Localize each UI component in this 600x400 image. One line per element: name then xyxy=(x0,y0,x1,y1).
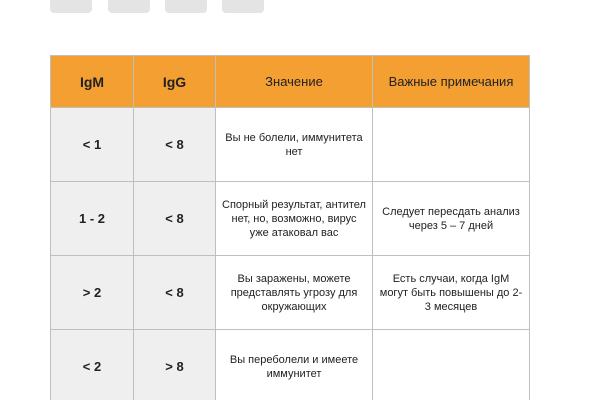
igg-value: > 8 xyxy=(134,330,216,400)
note-cell: Есть случаи, когда IgM могут быть повышены до 2-3 месяцев xyxy=(373,256,530,330)
igg-value: < 8 xyxy=(134,182,216,256)
igm-value: < 2 xyxy=(51,330,134,400)
meaning-cell: Вы переболели и имеете иммунитет xyxy=(216,330,373,400)
meaning-cell: Спорный результат, антител нет, но, возможно, вирус уже атаковал вас xyxy=(216,182,373,256)
header-notes: Важные примечания xyxy=(373,56,530,108)
tab-stub[interactable] xyxy=(165,0,207,13)
header-meaning: Значение xyxy=(216,56,373,108)
header-igm: IgM xyxy=(51,56,134,108)
top-tabs xyxy=(50,0,266,13)
tab-stub[interactable] xyxy=(50,0,92,13)
note-cell xyxy=(373,330,530,400)
igg-value: < 8 xyxy=(134,256,216,330)
igm-value: > 2 xyxy=(51,256,134,330)
meaning-cell: Вы не болели, иммунитета нет xyxy=(216,108,373,182)
tab-stub[interactable] xyxy=(108,0,150,13)
meaning-cell: Вы заражены, можете представлять угрозу для окружающих xyxy=(216,256,373,330)
note-cell: Следует пересдать анализ через 5 – 7 дней xyxy=(373,182,530,256)
table-row xyxy=(51,330,530,400)
table-row xyxy=(51,256,530,330)
tab-stub[interactable] xyxy=(222,0,264,13)
antibody-results-table xyxy=(50,55,530,400)
igm-value: < 1 xyxy=(51,108,134,182)
table-row xyxy=(51,182,530,256)
igg-value: < 8 xyxy=(134,108,216,182)
igm-value: 1 - 2 xyxy=(51,182,134,256)
note-cell xyxy=(373,108,530,182)
header-igg: IgG xyxy=(134,56,216,108)
table-header-row xyxy=(51,56,530,108)
table-row xyxy=(51,108,530,182)
